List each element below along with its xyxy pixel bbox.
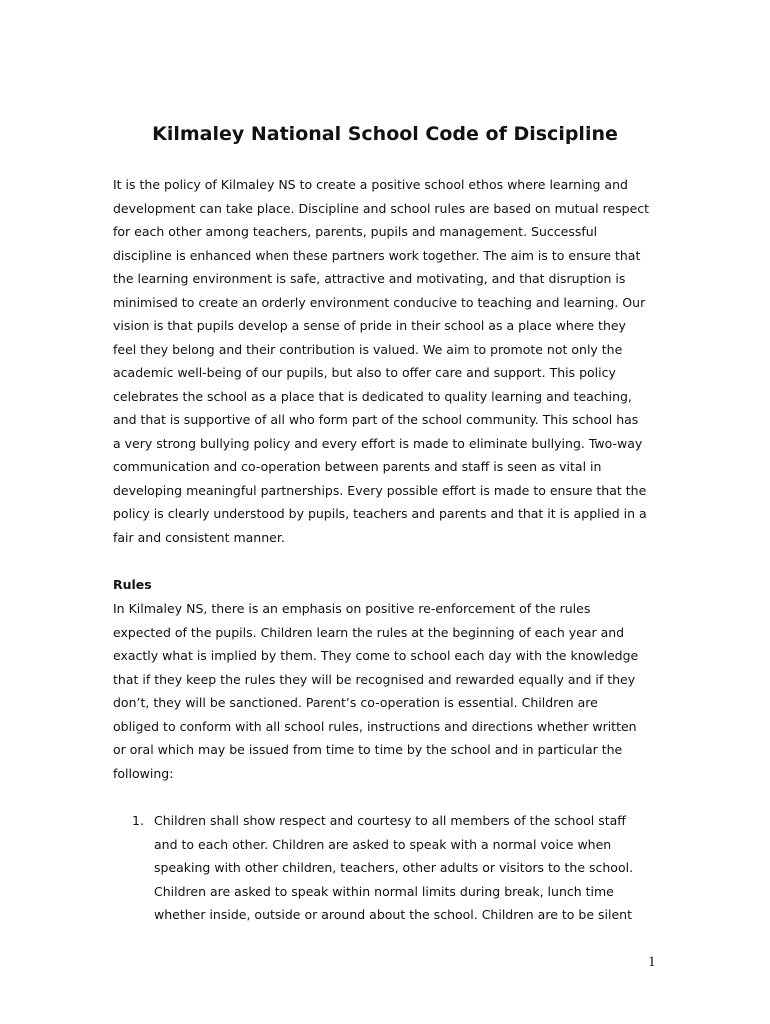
page-number: 1 bbox=[648, 954, 656, 970]
rules-paragraph bbox=[113, 597, 658, 785]
list-item-line: Children shall show respect and courtesy to all members of the school staff bbox=[154, 813, 626, 828]
intro-line: fair and consistent manner. bbox=[113, 529, 285, 545]
rules-line: obliged to conform with all school rules, instructions and directions whether written bbox=[113, 718, 637, 734]
rules-list bbox=[113, 809, 658, 927]
rules-line: In Kilmaley NS, there is an emphasis on positive re-enforcement of the rules bbox=[113, 601, 591, 616]
intro-line: policy is clearly understood by pupils, teachers and parents and that it is applied in a bbox=[113, 506, 647, 521]
list-item-number: 1. bbox=[132, 813, 144, 828]
list-item-line: and to each other. Children are asked to speak with a normal voice when bbox=[154, 836, 612, 852]
rules-line: that if they keep the rules they will be recognised and rewarded equally and if they bbox=[113, 671, 636, 687]
document-title: Kilmaley National School Code of Discipline bbox=[152, 123, 618, 145]
intro-line: vision is that pupils develop a sense of pride in their school as a place where they bbox=[113, 318, 626, 333]
intro-line: and that is supportive of all who form part of the school community. This school has bbox=[113, 412, 639, 427]
rules-line: following: bbox=[113, 765, 174, 781]
rules-heading: Rules bbox=[113, 577, 152, 592]
rules-line: expected of the pupils. Children learn the rules at the beginning of each year and bbox=[113, 624, 625, 640]
list-item bbox=[113, 809, 658, 927]
intro-paragraph bbox=[113, 173, 658, 549]
rules-line: exactly what is implied by them. They come to school each day with the knowledge bbox=[113, 648, 639, 663]
intro-line: It is the policy of Kilmaley NS to create a positive school ethos where learning and bbox=[113, 177, 628, 192]
list-item-line: Children are asked to speak within normal limits during break, lunch time bbox=[154, 883, 614, 899]
intro-line: a very strong bullying policy and every effort is made to eliminate bullying. Two-way bbox=[113, 435, 643, 451]
list-item-line: speaking with other children, teachers, other adults or visitors to the school. bbox=[154, 860, 634, 875]
rules-line: don’t, they will be sanctioned. Parent’s co-operation is essential. Children are bbox=[113, 695, 598, 710]
intro-line: for each other among teachers, parents, pupils and management. Successful bbox=[113, 224, 598, 239]
intro-line: development can take place. Discipline and school rules are based on mutual respect bbox=[113, 200, 650, 216]
intro-line: communication and co-operation between parents and staff is seen as vital in bbox=[113, 459, 602, 474]
intro-line: academic well-being of our pupils, but also to offer care and support. This policy bbox=[113, 365, 616, 380]
intro-line: discipline is enhanced when these partners work together. The aim is to ensure that bbox=[113, 247, 641, 263]
intro-line: feel they belong and their contribution is valued. We aim to promote not only the bbox=[113, 341, 623, 357]
list-item-line: whether inside, outside or around about the school. Children are to be silent bbox=[154, 907, 632, 922]
intro-line: the learning environment is safe, attractive and motivating, and that disruption is bbox=[113, 271, 626, 286]
intro-line: developing meaningful partnerships. Every possible effort is made to ensure that the bbox=[113, 482, 647, 498]
intro-line: minimised to create an orderly environment conducive to teaching and learning. Our bbox=[113, 294, 646, 310]
intro-line: celebrates the school as a place that is dedicated to quality learning and teaching, bbox=[113, 388, 632, 404]
rules-line: or oral which may be issued from time to time by the school and in particular the bbox=[113, 742, 623, 757]
